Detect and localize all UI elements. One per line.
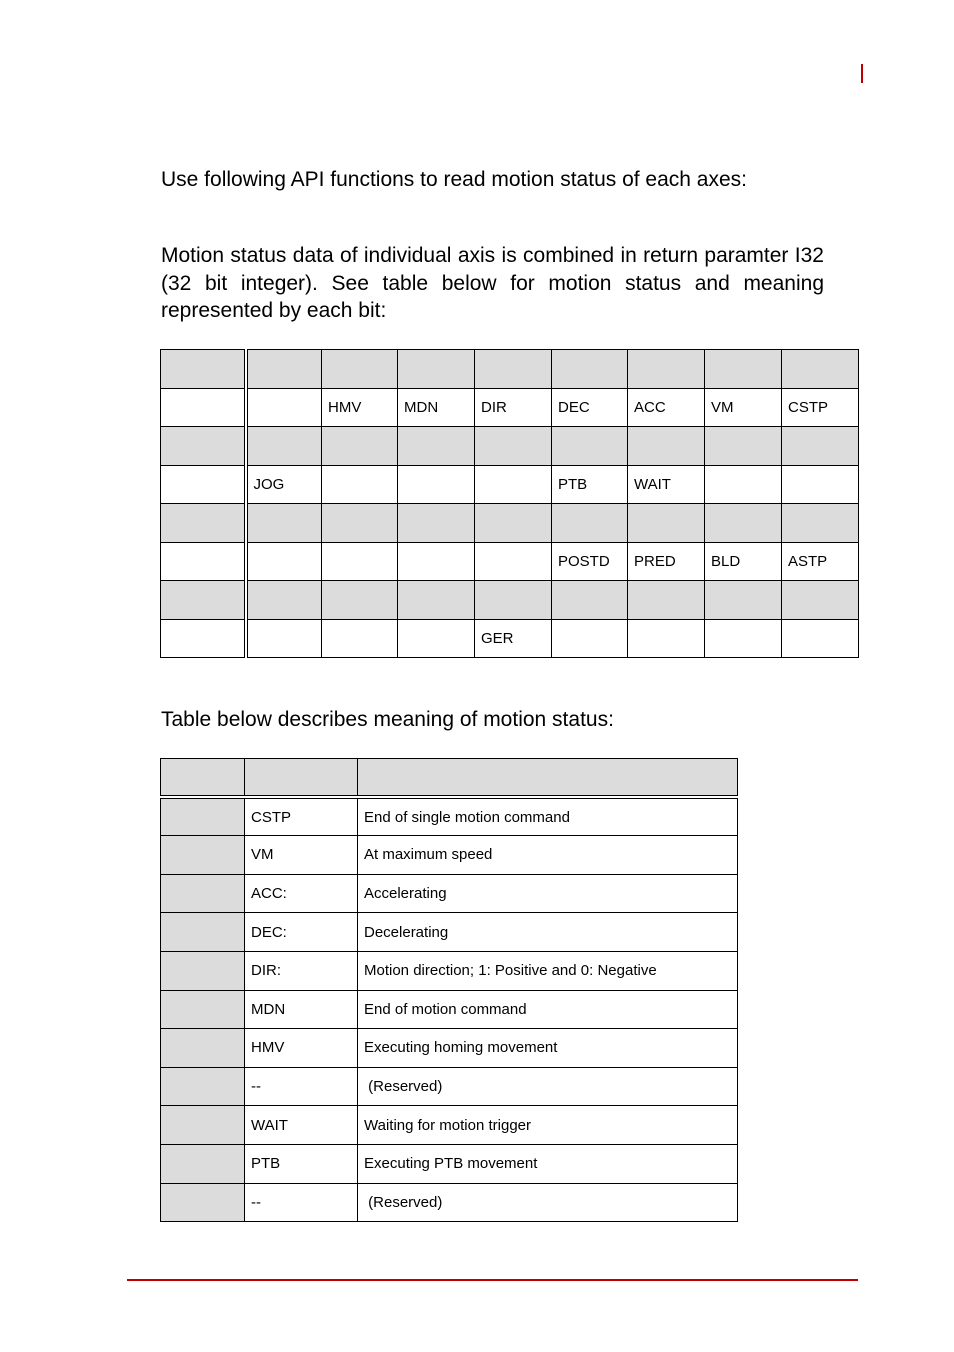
motion-status-meaning-table [160,758,738,1222]
meaning-table-row [161,913,738,952]
meaning-cell-bit [161,1067,245,1106]
meaning-cell-desc: Executing PTB movement [358,1144,738,1183]
bit-table-cell [322,504,398,543]
bit-table-cell [161,581,246,620]
bit-table-cell [628,504,705,543]
meaning-table-row [161,797,738,836]
bit-table-row [161,350,859,389]
bit-table-cell: HMV [322,388,398,427]
bit-table-cell: DIR [475,388,552,427]
header-red-marker [861,64,863,83]
bit-table-cell [628,619,705,658]
bit-table-cell: GER [475,619,552,658]
bit-table-cell [246,388,322,427]
bit-table-cell [322,542,398,581]
meaning-cell-desc: At maximum speed [358,836,738,875]
meaning-cell-desc: Decelerating [358,913,738,952]
bit-table-cell: BLD [705,542,782,581]
bit-table-row [161,504,859,543]
meaning-cell-name: -- [245,1067,358,1106]
bit-table-cell [398,581,475,620]
bit-table-cell [705,619,782,658]
bit-table-row [161,542,859,581]
meaning-cell-desc: Executing homing movement [358,1029,738,1068]
bit-table-cell [705,504,782,543]
meaning-cell-bit [161,990,245,1029]
meaning-cell-name: MDN [245,990,358,1029]
meaning-table-row [161,836,738,875]
bit-table-cell [782,581,859,620]
meaning-table-row [161,1067,738,1106]
bit-table-cell [398,465,475,504]
meaning-cell-desc: (Reserved) [358,1067,738,1106]
bit-table-cell: POSTD [552,542,628,581]
bit-table-cell [475,581,552,620]
meaning-cell-desc: Waiting for motion trigger [358,1106,738,1145]
bit-table-cell [475,350,552,389]
bit-table-cell [475,504,552,543]
meaning-cell-bit [161,1144,245,1183]
meaning-cell-desc: (Reserved) [358,1183,738,1222]
bit-table-cell [398,542,475,581]
bit-table-cell [705,427,782,466]
bit-table-cell [475,427,552,466]
bit-table-cell [705,465,782,504]
meaning-cell-bit [161,1183,245,1222]
bit-table-cell [475,542,552,581]
meaning-table-row [161,1144,738,1183]
bit-table-cell [161,619,246,658]
bit-table-cell: VM [705,388,782,427]
meaning-table-row [161,1029,738,1068]
bit-table-cell [246,542,322,581]
bit-table-cell [398,427,475,466]
bit-table-cell: CSTP [782,388,859,427]
meaning-cell-name: ACC: [245,874,358,913]
bit-table-cell: ASTP [782,542,859,581]
bit-table-cell [782,427,859,466]
bit-table-cell [398,619,475,658]
bit-table-cell [322,465,398,504]
meaning-table-header-cell [245,759,358,798]
meaning-table-row [161,951,738,990]
bit-table-cell: JOG [246,465,322,504]
bit-table-cell [782,504,859,543]
intro-text: Use following API functions to read motion status of each axes: [161,168,747,191]
bit-table-cell [398,504,475,543]
bit-table-cell [552,581,628,620]
bit-table-cell [552,350,628,389]
meaning-table-caption: Table below describes meaning of motion status: [161,708,614,731]
bit-table-cell [628,581,705,620]
meaning-cell-bit [161,951,245,990]
bit-table-row [161,427,859,466]
bit-table-cell [552,427,628,466]
meaning-cell-name: VM [245,836,358,875]
meaning-cell-bit [161,874,245,913]
bit-table-cell [628,427,705,466]
meaning-cell-desc: End of motion command [358,990,738,1029]
bit-table-cell [322,581,398,620]
meaning-table-header-cell [358,759,738,798]
bit-table-cell [705,581,782,620]
bit-table-cell: MDN [398,388,475,427]
bit-table-cell [782,619,859,658]
bit-table-row [161,581,859,620]
bit-table-cell [161,427,246,466]
bit-table-cell [246,581,322,620]
bit-table-cell [161,504,246,543]
bit-table-cell [628,350,705,389]
bit-table-cell [552,619,628,658]
meaning-table-row [161,990,738,1029]
meaning-cell-name: DIR: [245,951,358,990]
meaning-cell-name: HMV [245,1029,358,1068]
bit-table-cell [782,350,859,389]
meaning-cell-name: DEC: [245,913,358,952]
bit-table-cell [322,427,398,466]
bit-table-cell: PTB [552,465,628,504]
bit-table-cell [161,465,246,504]
bit-table-cell: WAIT [628,465,705,504]
bit-table-cell [398,350,475,389]
bit-table-cell [322,619,398,658]
bit-table-cell [705,350,782,389]
meaning-table-header-row [161,759,738,798]
meaning-cell-name: WAIT [245,1106,358,1145]
bit-table-cell [782,465,859,504]
meaning-table-row [161,1106,738,1145]
bit-table-cell [161,542,246,581]
meaning-table-row [161,1183,738,1222]
bit-table-cell [161,350,246,389]
bit-table-row [161,619,859,658]
bit-table-cell [552,504,628,543]
bit-table-cell [161,388,246,427]
bit-table-row [161,388,859,427]
bit-table-cell [322,350,398,389]
bit-table-cell [246,504,322,543]
meaning-cell-bit [161,913,245,952]
meaning-table-header-cell [161,759,245,798]
motion-status-bit-table [160,349,859,658]
bit-table-cell: PRED [628,542,705,581]
bit-table-cell: DEC [552,388,628,427]
bit-table-cell [475,465,552,504]
footer-red-rule [127,1279,858,1281]
bit-table-cell [246,350,322,389]
meaning-cell-desc: Accelerating [358,874,738,913]
description-paragraph: Motion status data of individual axis is combined in return paramter I32 (32 bit integer). See table below for motion status and meaning represented by each bit: [161,244,824,322]
bit-table-cell [246,619,322,658]
meaning-cell-name: PTB [245,1144,358,1183]
meaning-cell-bit [161,836,245,875]
meaning-table-row [161,874,738,913]
meaning-cell-bit [161,797,245,836]
meaning-cell-desc: End of single motion command [358,797,738,836]
bit-table-row [161,465,859,504]
meaning-cell-desc: Motion direction; 1: Positive and 0: Negative [358,951,738,990]
bit-table-cell: ACC [628,388,705,427]
meaning-cell-name: -- [245,1183,358,1222]
meaning-cell-bit [161,1029,245,1068]
bit-table-cell [246,427,322,466]
meaning-cell-name: CSTP [245,797,358,836]
meaning-cell-bit [161,1106,245,1145]
